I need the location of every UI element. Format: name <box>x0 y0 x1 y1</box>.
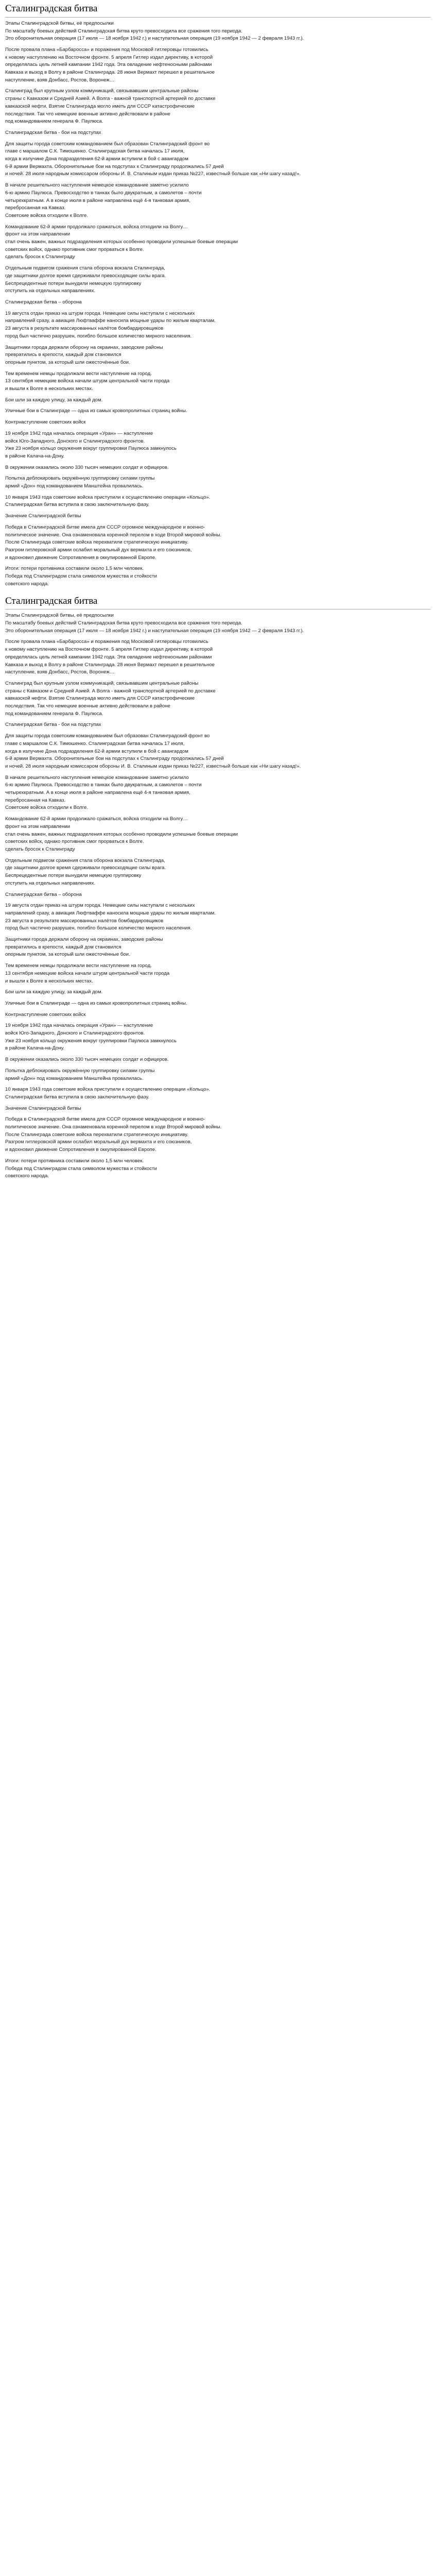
text-line: В начале решительного наступления немецкое командование заметно усилило <box>5 182 189 189</box>
text-line: и ночей. 28 июля народным комиссаром обороны И. В. Сталиным издан приказ №227, известный больше как «Ни шагу назад!». <box>5 171 301 177</box>
text-line: Советские войска отходили к Волге. <box>5 212 88 218</box>
text-line: В начале решительного наступления немецкое командование заметно усилило <box>5 774 189 781</box>
text-line: 6-й армии Вермахта. Оборонительные бои на подступах к Сталинграду продолжались 57 дней <box>5 163 224 170</box>
text-line: к новому наступлению на Восточном фронте. 5 апреля Гитлер издал директиву, в которой <box>5 54 213 60</box>
text-line: В окружении оказались около 330 тысяч немецких солдат и офицеров. <box>5 464 169 470</box>
text-line: 6-й армии Вермахта. Оборонительные бои на подступах к Сталинграду продолжались 57 дней <box>5 756 224 762</box>
text-line: Сталинградская битва – оборона <box>5 299 82 305</box>
paragraph-gap <box>5 295 431 299</box>
text-line: Бои шли за каждую улицу, за каждый дом. <box>5 989 103 995</box>
paragraph-gap <box>5 888 431 891</box>
text-line: направлений сразу, а авиация Люфтваффе наносила мощные удары по жилым кварталам. <box>5 910 216 916</box>
text-line: армий «Дон» под командованием Манштейна провалилась. <box>5 1075 144 1081</box>
text-line: 6-ю армию Паулюса. Превосходство в танках было двукратным, а самолетов – почти <box>5 190 202 196</box>
text-line: страны с Кавказом и Средней Азией. А Волга - важной транспортной артерией по доставке <box>5 96 216 102</box>
text-line: 19 августа отдан приказ на штурм города. Немецкие силы наступали с нескольких <box>5 903 195 909</box>
text-line: опорным пунктом, за который шли ожесточённые бои. <box>5 359 130 365</box>
paragraph-gap <box>5 1064 431 1067</box>
text-line: Это оборонительная операция (17 июля — 18 ноября 1942 г.) и наступательная операция (19 ноября 1942 — 2 февраля 1943 гг.). <box>5 628 304 634</box>
text-line: перебросанная на Кавказ. <box>5 797 66 803</box>
text-line: и ночей. 28 июля народным комиссаром обороны И. В. Сталиным издан приказ №227, известный больше как «Ни шагу назад!». <box>5 763 301 769</box>
paragraph-gap <box>5 676 431 680</box>
text-line: когда в излучине Дона подразделения 62-й армии вступили в бой с авангардом <box>5 748 188 754</box>
paragraph-gap <box>5 126 431 129</box>
text-line: последствия. Так что немецкие военные активно действовали в районе <box>5 703 170 709</box>
text-line: По масштабу боевых действий Сталинградская битва круто превосходила все сражения того периода. <box>5 28 242 34</box>
text-line: четырехкратным. А в конце июля в районе направлена ещё 4-я танковая армия, <box>5 790 190 796</box>
text-line: когда в излучине Дона подразделения 62-й армии вступили в бой с авангардом <box>5 156 188 162</box>
text-line: Попытка деблокировать окружённую группировку силами группы <box>5 476 155 482</box>
paragraph-gap <box>5 1053 431 1056</box>
paragraph-gap <box>5 220 431 224</box>
text-line: Значение Сталинградской битвы <box>5 1105 81 1111</box>
text-line: Кавказа и выход в Волгу в районе Сталинграда. 28 июня Вермахт перешел в решительное <box>5 662 215 668</box>
paragraph-gap <box>5 404 431 408</box>
paragraph-gap <box>5 854 431 857</box>
text-line: кавказской нефти. Взятие Сталинграда могло иметь для СССР катастрофические <box>5 103 195 109</box>
text-line: главе с маршалом С.К. Тимошенко. Сталинградская битва началась 17 июля, <box>5 740 185 747</box>
paragraph-gap <box>5 1101 431 1105</box>
text-line: сделать бросок к Сталинграду <box>5 846 75 852</box>
text-line: 13 сентября немецкие войска начали штурм центральной части города <box>5 970 170 976</box>
text-line: 19 августа отдан приказ на штурм города. Немецкие силы наступали с нескольких <box>5 310 195 316</box>
text-line: 10 января 1943 года советские войска приступили к осуществлению операции «Кольцо». <box>5 1087 211 1093</box>
paragraph-gap <box>5 899 431 902</box>
text-line: фронт на этом направлении <box>5 231 71 238</box>
text-line: 19 ноября 1942 года началась операция «Уран» — наступление <box>5 1023 153 1029</box>
text-line: Разгром гитлеровской армии ослабил моральный дух вермахта и его союзников, <box>5 1139 192 1145</box>
text-line: Значение Сталинградской битвы <box>5 513 81 519</box>
paragraph-gap <box>5 137 431 141</box>
text-line: в районе Калача-на-Дону. <box>5 453 65 459</box>
text-line: Тем временем немцы продолжали вести наступление на город. <box>5 370 152 377</box>
text-line: 6-ю армию Паулюса. Превосходство в танках было двукратным, а самолетов – почти <box>5 782 202 788</box>
article-1 <box>5 3 431 588</box>
text-line: Для защиты города советским командованием был образован Сталинградский фронт во <box>5 733 210 739</box>
text-line: политическое значение. Она ознаменовала коренной перелом в ходе Второй мировой войны. <box>5 1124 222 1130</box>
text-line: город был частично разрушен, погибло большое количество мирного населения. <box>5 333 192 339</box>
text-line: наступление, взяв Донбасс, Ростов, Воронеж… <box>5 77 115 83</box>
text-line: Победа в Сталинградской битве имела для СССР огромное международное и военно- <box>5 524 205 530</box>
paragraph-gap <box>5 307 431 310</box>
text-line: Победа под Сталинградом стала символом мужества и стойкости <box>5 1165 157 1172</box>
paragraph-gap <box>5 43 431 46</box>
text-line: Победа в Сталинградской битве имела для СССР огромное международное и военно- <box>5 1116 205 1123</box>
text-line: Сталинград был крупным узлом коммуникаций, связывавшим центральные районы <box>5 88 199 94</box>
text-line: советского народа. <box>5 1173 49 1179</box>
text-line: и вдохновил движение Сопротивления в оккупированной Европе. <box>5 554 156 561</box>
text-line: Сталинград был крупным узлом коммуникаций, связывавшим центральные районы <box>5 680 199 686</box>
article-body <box>5 20 431 588</box>
text-line: Разгром гитлеровской армии ослабил моральный дух вермахта и его союзников, <box>5 547 192 553</box>
text-line: Отдельным подвигом сражения стала оборона вокзала Сталинграда, <box>5 265 165 272</box>
paragraph-gap <box>5 520 431 524</box>
text-line: опорным пунктом, за который шли ожесточённые бои. <box>5 952 130 958</box>
text-line: 19 ноября 1942 года началась операция «Уран» — наступление <box>5 430 153 436</box>
text-line: Для защиты города советским командованием был образован Сталинградский фронт во <box>5 141 210 147</box>
article-body <box>5 612 431 1180</box>
paragraph-gap <box>5 509 431 513</box>
text-line: 10 января 1943 года советские войска приступили к осуществлению операции «Кольцо». <box>5 494 211 500</box>
text-line: Победа под Сталинградом стала символом мужества и стойкости <box>5 573 157 580</box>
text-line: Уже 23 ноября кольцо окружения вокруг группировки Паулюса замкнулось <box>5 446 177 452</box>
text-line: Командование 62-й армии продолжало сражаться, войска отходили на Волгу… <box>5 224 188 230</box>
paragraph-gap <box>5 729 431 733</box>
text-line: политическое значение. Она ознаменовала коренной перелом в ходе Второй мировой войны. <box>5 532 222 538</box>
paragraph-gap <box>5 178 431 182</box>
text-line: отступить на отдельных направлениях. <box>5 288 96 294</box>
paragraph-gap <box>5 261 431 265</box>
text-line: перебросанная на Кавказ. <box>5 205 66 211</box>
text-line: Контрнаступление советских войск <box>5 419 86 426</box>
text-line: главе с маршалом С.К. Тимошенко. Сталинградская битва началась 17 июля, <box>5 148 185 155</box>
paragraph-gap <box>5 490 431 494</box>
text-line: 13 сентября немецкие войска начали штурм центральной части города <box>5 378 170 384</box>
text-line: где защитники долгое время сдерживали превосходящие силы врага. <box>5 273 166 279</box>
text-line: советских войск, однако противник смог прорваться к Волге. <box>5 246 144 252</box>
text-line: Сталинградская битва вступила в свою заключительную фазу. <box>5 1094 149 1100</box>
article-title: Сталинградская битва <box>5 3 431 18</box>
text-line: советского народа. <box>5 581 49 587</box>
paragraph-gap <box>5 1008 431 1011</box>
text-line: под командованием генерала Ф. Паулюса. <box>5 118 103 125</box>
paragraph-gap <box>5 933 431 936</box>
text-line: Итоги: потери противника составили около 1,5 млн человек. <box>5 566 144 572</box>
text-line: кавказской нефти. Взятие Сталинграда могло иметь для СССР катастрофические <box>5 696 195 702</box>
text-line: В окружении оказались около 330 тысяч немецких солдат и офицеров. <box>5 1057 169 1063</box>
text-line: страны с Кавказом и Средней Азией. А Волга - важной транспортной артерией по доставке <box>5 688 216 694</box>
text-line: Сталинградская битва - бои на подступах <box>5 722 101 728</box>
text-line: Тем временем немцы продолжали вести наступление на город. <box>5 963 152 969</box>
paragraph-gap <box>5 461 431 464</box>
article-title: Сталинградская битва <box>5 596 431 610</box>
text-line: Советские войска отходили к Волге. <box>5 805 88 811</box>
text-line: 23 августа в результате массированных налётов бомбардировщиков <box>5 918 164 924</box>
text-line: войск Юго-Западного, Донского и Сталинградского фронтов. <box>5 1030 145 1037</box>
text-line: Отдельным подвигом сражения стала оборона вокзала Сталинграда, <box>5 857 165 863</box>
text-line: Уже 23 ноября кольцо окружения вокруг группировки Паулюса замкнулось <box>5 1038 177 1044</box>
text-line: После провала плана «Барбаросса» и поражения под Московой гитлеровцы готовились <box>5 639 208 645</box>
text-line: четырехкратным. А в конце июля в районе направлена ещё 4-я танковая армия, <box>5 197 190 204</box>
text-line: превратились в крепости, каждый дом становился <box>5 944 121 950</box>
text-line: Уличные бои в Сталинграде — одна из самых кровопролитных страниц войны. <box>5 1000 187 1006</box>
text-line: После провала плана «Барбаросса» и поражения под Московой гитлеровцы готовились <box>5 46 208 53</box>
text-line: в районе Калача-на-Дону. <box>5 1045 65 1052</box>
paragraph-gap <box>5 1019 431 1022</box>
text-line: Защитники города держали оборону на окраинах, заводские районы <box>5 937 163 943</box>
text-line: Командование 62-й армии продолжало сражаться, войска отходили на Волгу… <box>5 816 188 822</box>
text-line: Этапы Сталинградской битвы, её предпосылки <box>5 613 114 619</box>
text-line: под командованием генерала Ф. Паулюса. <box>5 710 103 717</box>
paragraph-gap <box>5 718 431 721</box>
text-line: После Сталинграда советские войска перехватили стратегическую инициативу. <box>5 539 188 546</box>
paragraph-gap <box>5 1082 431 1086</box>
text-line: Попытка деблокировать окружённую группировку силами группы <box>5 1067 155 1074</box>
paragraph-gap <box>5 635 431 638</box>
text-line: и вышли к Волге в нескольких местах. <box>5 386 93 392</box>
paragraph-gap <box>5 812 431 816</box>
paragraph-gap <box>5 341 431 344</box>
text-line: направлений сразу, а авиация Люфтваффе наносила мощные удары по жилым кварталам. <box>5 318 216 324</box>
text-line: Кавказа и выход в Волгу в районе Сталинграда. 28 июня Вермахт перешел в решительное <box>5 70 215 76</box>
paragraph-gap <box>5 367 431 370</box>
text-line: Контрнаступление советских войск <box>5 1011 86 1018</box>
text-line: Уличные бои в Сталинграде — одна из самых кровопролитных страниц войны. <box>5 408 187 414</box>
paragraph-gap <box>5 959 431 962</box>
text-line: и вышли к Волге в нескольких местах. <box>5 978 93 984</box>
text-line: стал очень важен, важных подразделения которых особенно проводили успешные боевые операции <box>5 831 238 837</box>
paragraph-gap <box>5 415 431 419</box>
text-line: сделать бросок к Сталинграду <box>5 254 75 260</box>
text-line: определялась цель летней кампании 1942 года. Эта овладение нефтеносными районами <box>5 654 212 660</box>
text-line: Защитники города держали оборону на окраинах, заводские районы <box>5 344 163 350</box>
text-line: отступить на отдельных направлениях. <box>5 880 96 886</box>
text-line: город был частично разрушен, погибло большое количество мирного населения. <box>5 925 192 931</box>
text-line: 23 августа в результате массированных налётов бомбардировщиков <box>5 326 164 332</box>
text-line: к новому наступлению на Восточном фронте. 5 апреля Гитлер издал директиву, в которой <box>5 647 213 653</box>
text-line: советских войск, однако противник смог прорваться к Волге. <box>5 839 144 845</box>
paragraph-gap <box>5 985 431 989</box>
article-2 <box>5 596 431 1181</box>
paragraph-gap <box>5 562 431 565</box>
text-line: где защитники долгое время сдерживали превосходящие силы врага. <box>5 865 166 871</box>
text-line: последствия. Так что немецкие военные активно действовали в районе <box>5 111 170 117</box>
paragraph-gap <box>5 427 431 430</box>
text-line: стал очень важен, важных подразделения которых особенно проводили успешные боевые операции <box>5 239 238 245</box>
paragraph-gap <box>5 996 431 1000</box>
paragraph-gap <box>5 84 431 88</box>
paragraph-gap <box>5 771 431 774</box>
text-line: Это оборонительная операция (17 июля — 18 ноября 1942 г.) и наступательная операция (19 ноября 1942 — 2 февраля 1943 гг.). <box>5 36 304 42</box>
text-line: Сталинградская битва вступила в свою заключительную фазу. <box>5 502 149 508</box>
text-line: армий «Дон» под командованием Манштейна провалилась. <box>5 483 144 489</box>
text-line: Беспрецедентные потери вынудили немецкую группировку <box>5 280 142 286</box>
paragraph-gap <box>5 1112 431 1116</box>
text-line: Беспрецедентные потери вынудили немецкую группировку <box>5 873 142 879</box>
text-line: определялась цель летней кампании 1942 года. Эта овладение нефтеносными районами <box>5 62 212 68</box>
paragraph-gap <box>5 471 431 475</box>
paragraph-gap <box>5 393 431 397</box>
text-line: наступление, взяв Донбасс, Ростов, Воронеж… <box>5 669 115 675</box>
paragraph-gap <box>5 1154 431 1158</box>
text-line: Итоги: потери противника составили около 1,5 млн человек. <box>5 1158 144 1164</box>
text-line: Этапы Сталинградской битвы, её предпосылки <box>5 20 114 26</box>
text-line: превратились в крепости, каждый дом становился <box>5 352 121 358</box>
text-line: и вдохновил движение Сопротивления в оккупированной Европе. <box>5 1147 156 1153</box>
text-line: Сталинградская битва – оборона <box>5 891 82 897</box>
text-line: Сталинградская битва - бои на подступах <box>5 129 101 135</box>
text-line: Бои шли за каждую улицу, за каждый дом. <box>5 397 103 403</box>
text-line: После Сталинграда советские войска перехватили стратегическую инициативу. <box>5 1131 188 1138</box>
text-line: фронт на этом направлении <box>5 823 71 829</box>
text-line: войск Юго-Западного, Донского и Сталинградского фронтов. <box>5 438 145 444</box>
text-line: По масштабу боевых действий Сталинградская битва круто превосходила все сражения того периода. <box>5 620 242 626</box>
